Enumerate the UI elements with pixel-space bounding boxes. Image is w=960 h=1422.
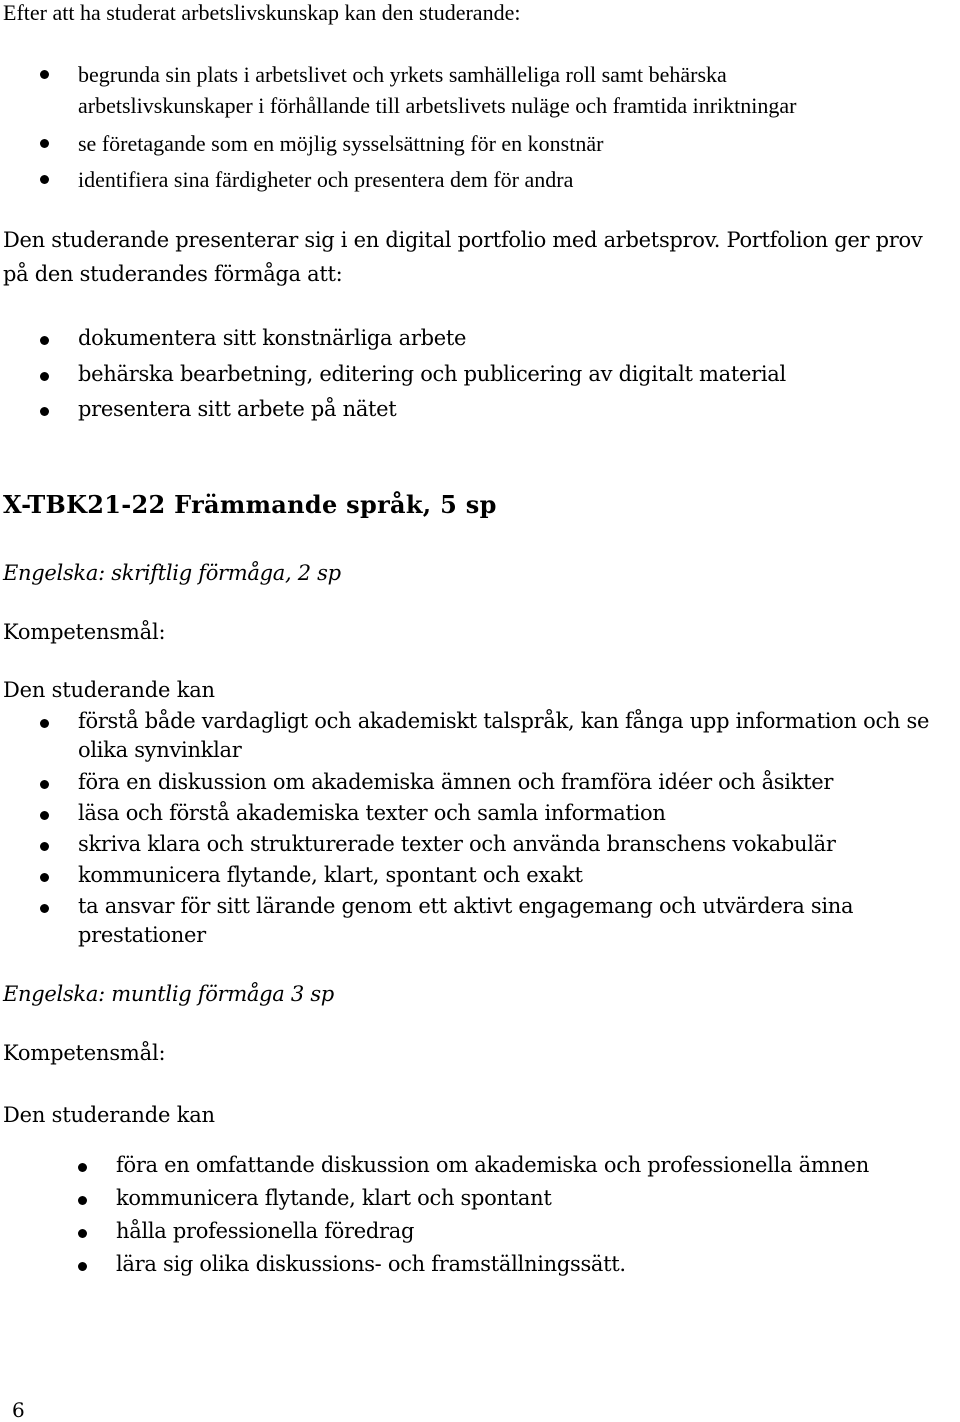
subsection-title: Engelska: skriftlig förmåga, 2 sp [3, 561, 341, 585]
section-intro: Den studerande kan [3, 1103, 215, 1127]
list-item-continuation: prestationer [78, 923, 206, 947]
list-item: förstå både vardagligt och akademiskt talspråk, kan fånga upp information och se [78, 709, 930, 733]
list-item: skriva klara och strukturerade texter och använda branschens vokabulär [78, 832, 836, 856]
bullet [40, 873, 49, 882]
bullet [40, 780, 49, 789]
list-item: kommunicera flytande, klart, spontant och exakt [78, 863, 583, 887]
bullet [40, 175, 49, 184]
list-item: behärska bearbetning, editering och publicering av digitalt material [78, 362, 786, 386]
bullet [40, 904, 49, 913]
list-item: se företagande som en möjlig sysselsättning för en konstnär [78, 131, 604, 156]
competence-label: Kompetensmål: [3, 620, 166, 644]
bullet [40, 811, 49, 820]
list-item: dokumentera sitt konstnärliga arbete [78, 326, 467, 350]
list-item: föra en omfattande diskussion om akademiska och professionella ämnen [116, 1153, 870, 1177]
list-item: kommunicera flytande, klart och spontant [116, 1186, 552, 1210]
bullet [40, 139, 49, 148]
bullet [78, 1229, 87, 1238]
bullet [40, 336, 49, 345]
list-item: läsa och förstå akademiska texter och samla information [78, 801, 666, 825]
section-heading: X-TBK21-22 Främmande språk, 5 sp [3, 490, 497, 519]
list-item-continuation: arbetslivskunskaper i förhållande till arbetslivets nuläge och framtida inriktningar [78, 93, 797, 118]
competence-label: Kompetensmål: [3, 1041, 166, 1065]
bullet [78, 1163, 87, 1172]
bullet [78, 1196, 87, 1205]
list-item: begrunda sin plats i arbetslivet och yrkets samhälleliga roll samt behärska [78, 62, 727, 87]
bullet [40, 407, 49, 416]
paragraph-line: Den studerande presenterar sig i en digital portfolio med arbetsprov. Portfolion ger prov [3, 228, 923, 252]
bullet [40, 719, 49, 728]
subsection-title: Engelska: muntlig förmåga 3 sp [3, 982, 334, 1006]
bullet [40, 372, 49, 381]
list-item: presentera sitt arbete på nätet [78, 397, 397, 421]
intro-text: Efter att ha studerat arbetslivskunskap kan den studerande: [3, 0, 521, 25]
bullet [40, 842, 49, 851]
list-item: ta ansvar för sitt lärande genom ett aktivt engagemang och utvärdera sina [78, 894, 854, 918]
page-number: 6 [12, 1398, 25, 1422]
list-item: hålla professionella föredrag [116, 1219, 415, 1243]
list-item: lära sig olika diskussions- och framställningssätt. [116, 1252, 626, 1276]
section-intro: Den studerande kan [3, 678, 215, 702]
paragraph-line: på den studerandes förmåga att: [3, 262, 343, 286]
list-item: identifiera sina färdigheter och presentera dem för andra [78, 167, 574, 192]
bullet [40, 70, 49, 79]
list-item-continuation: olika synvinklar [78, 738, 242, 762]
list-item: föra en diskussion om akademiska ämnen och framföra idéer och åsikter [78, 770, 834, 794]
bullet [78, 1262, 87, 1271]
